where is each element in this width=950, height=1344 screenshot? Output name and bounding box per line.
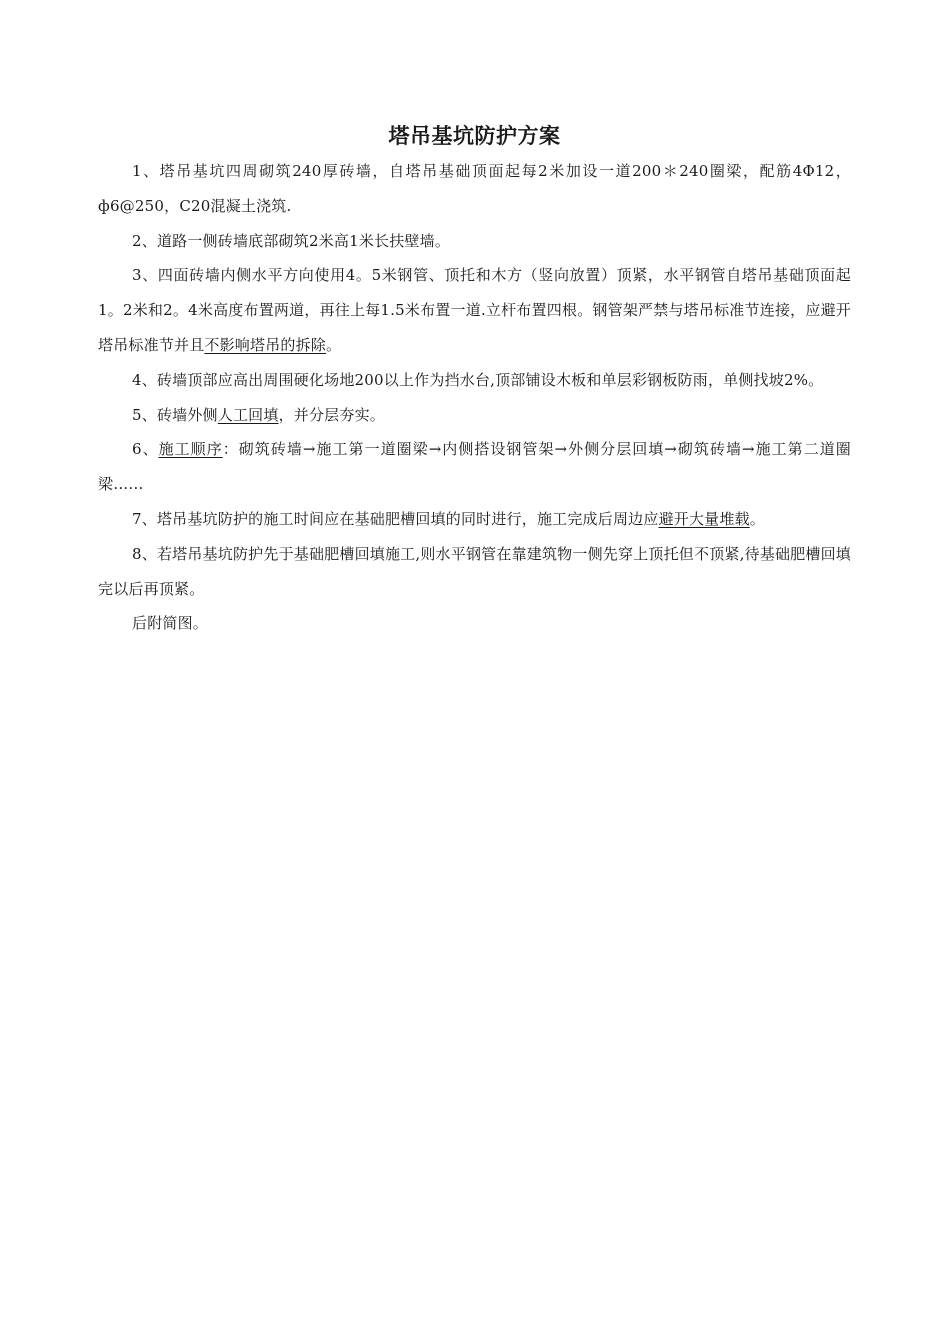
paragraph-7 xyxy=(98,502,851,537)
paragraph-text: 3、四面砖墙内侧水平方向使用4。5米钢管、顶托和木方（竖向放置）顶紧，水平钢管自塔吊基础顶面起1。2米和2。4米高度布置两道，再往上每1.5米布置一道.立杆布置四根。钢管架严禁与塔吊标准节连接，应避开塔吊标准节并且 xyxy=(98,266,851,354)
paragraph-text: 4、砖墙顶部应高出周围硬化场地200以上作为挡水台,顶部铺设木板和单层彩钢板防雨，单侧找坡2%。 xyxy=(132,370,824,389)
paragraph-text: 5、砖墙外侧 xyxy=(132,405,218,424)
paragraph-text: 2、道路一侧砖墙底部砌筑2米高1米长扶壁墙。 xyxy=(132,231,451,250)
paragraph-text: 。 xyxy=(749,509,765,528)
paragraph-text: 7、塔吊基坑防护的施工时间应在基础肥槽回填的同时进行，施工完成后周边应 xyxy=(132,509,659,528)
paragraph-text: 。 xyxy=(326,335,342,354)
underlined-text: 避开大量堆载 xyxy=(658,509,750,528)
underlined-text: 不影响塔吊的拆除 xyxy=(204,335,327,354)
paragraph-text: ，并分层夯实。 xyxy=(278,405,385,424)
paragraph-6 xyxy=(98,432,851,502)
underlined-text: 人工回填 xyxy=(217,405,279,424)
paragraph-8 xyxy=(98,537,851,607)
document-page xyxy=(98,118,851,641)
paragraph-text: 1、塔吊基坑四周砌筑240厚砖墙，自塔吊基础顶面起每2米加设一道200＊240圈梁，配筋4Φ12，ф6@250，C20混凝土浇筑. xyxy=(98,162,851,215)
paragraph-appendix xyxy=(98,606,851,641)
paragraph-text: ：砌筑砖墙→施工第一道圈梁→内侧搭设钢管架→外侧分层回填→砌筑砖墙→施工第二道圈梁…… xyxy=(98,440,851,494)
paragraph-3 xyxy=(98,258,851,362)
paragraph-4 xyxy=(98,363,851,398)
paragraph-text: 8、若塔吊基坑防护先于基础肥槽回填施工,则水平钢管在靠建筑物一侧先穿上顶托但不顶紧,待基础肥槽回填完以后再顶紧。 xyxy=(98,544,851,598)
paragraph-text: 后附简图。 xyxy=(132,614,209,633)
document-title: 塔吊基坑防护方案 xyxy=(388,124,561,148)
paragraph-5 xyxy=(98,398,851,433)
paragraph-2 xyxy=(98,224,851,259)
paragraph-1 xyxy=(98,154,851,224)
underlined-text: 施工顺序 xyxy=(158,440,223,459)
paragraph-text: 6、 xyxy=(132,440,159,459)
